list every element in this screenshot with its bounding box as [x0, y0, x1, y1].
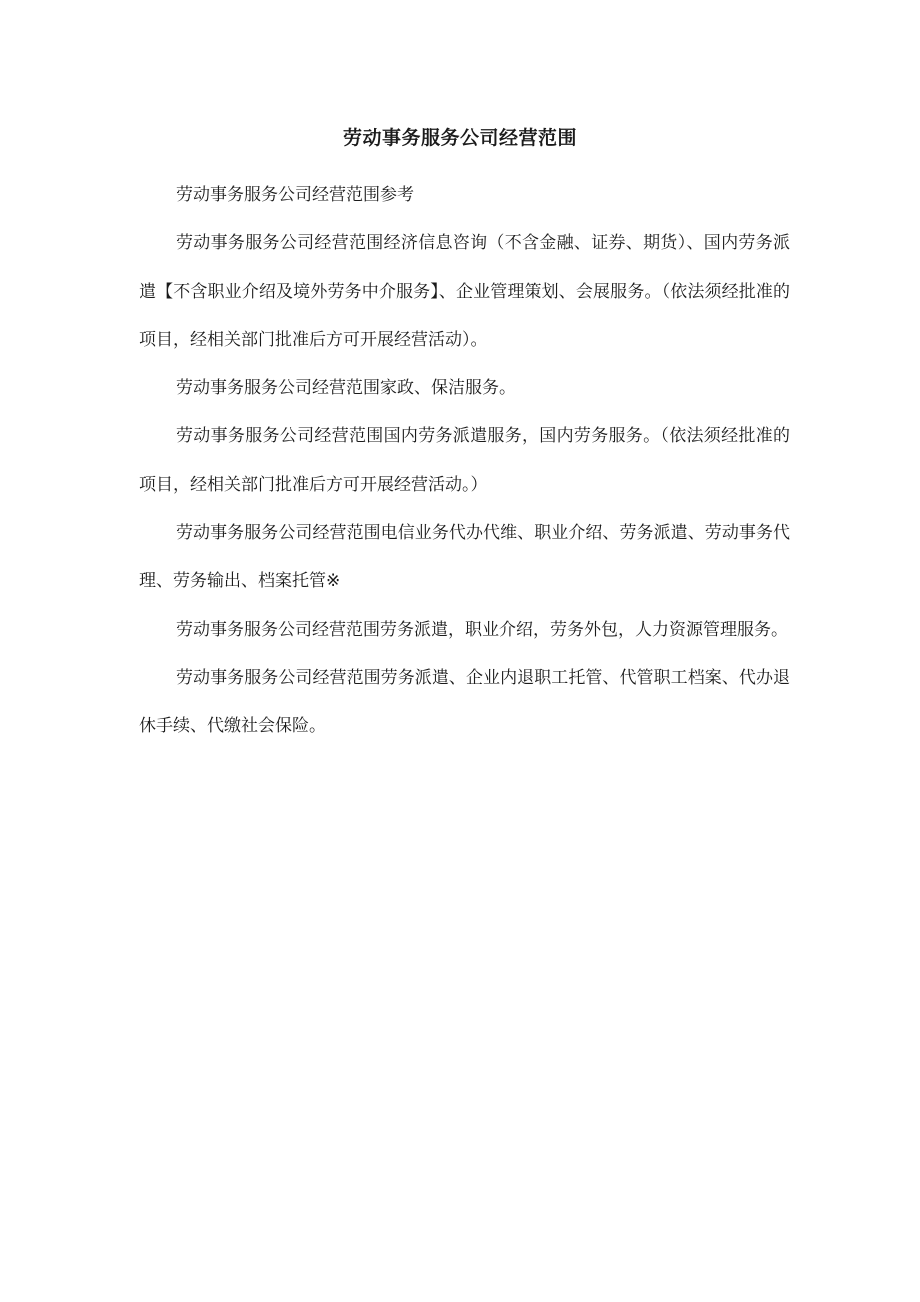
- paragraph-retiree-services: 劳动事务服务公司经营范围劳务派遣、企业内退职工托管、代管职工档案、代办退休手续、代缴社会保险。: [139, 667, 790, 737]
- paragraph-telecom-agency: 劳动事务服务公司经营范围电信业务代办代维、职业介绍、劳务派遣、劳动事务代理、劳务输出、档案托管※: [139, 523, 790, 592]
- paragraph-reference: 劳动事务服务公司经营范围参考: [176, 185, 414, 205]
- paragraph-domestic-dispatch: 劳动事务服务公司经营范围国内劳务派遣服务，国内劳务服务。（依法须经批准的项目，经相关部门批准后方可开展经营活动。）: [139, 426, 790, 495]
- paragraph-housekeeping: 劳动事务服务公司经营范围家政、保洁服务。: [176, 378, 516, 399]
- paragraph-consulting-dispatch: 劳动事务服务公司经营范围经济信息咨询（不含金融、证券、期货）、国内劳务派遣【不含职业介绍及境外劳务中介服务】、企业管理策划、会展服务。（依法须经批准的项目，经相关部门批准后方可开展经营活动）。: [139, 233, 790, 350]
- document-title: 劳动事务服务公司经营范围: [342, 127, 577, 149]
- paragraph-outsourcing-hr: 劳动事务服务公司经营范围劳务派遣，职业介绍，劳务外包，人力资源管理服务。: [176, 619, 788, 640]
- document-body: [139, 171, 790, 751]
